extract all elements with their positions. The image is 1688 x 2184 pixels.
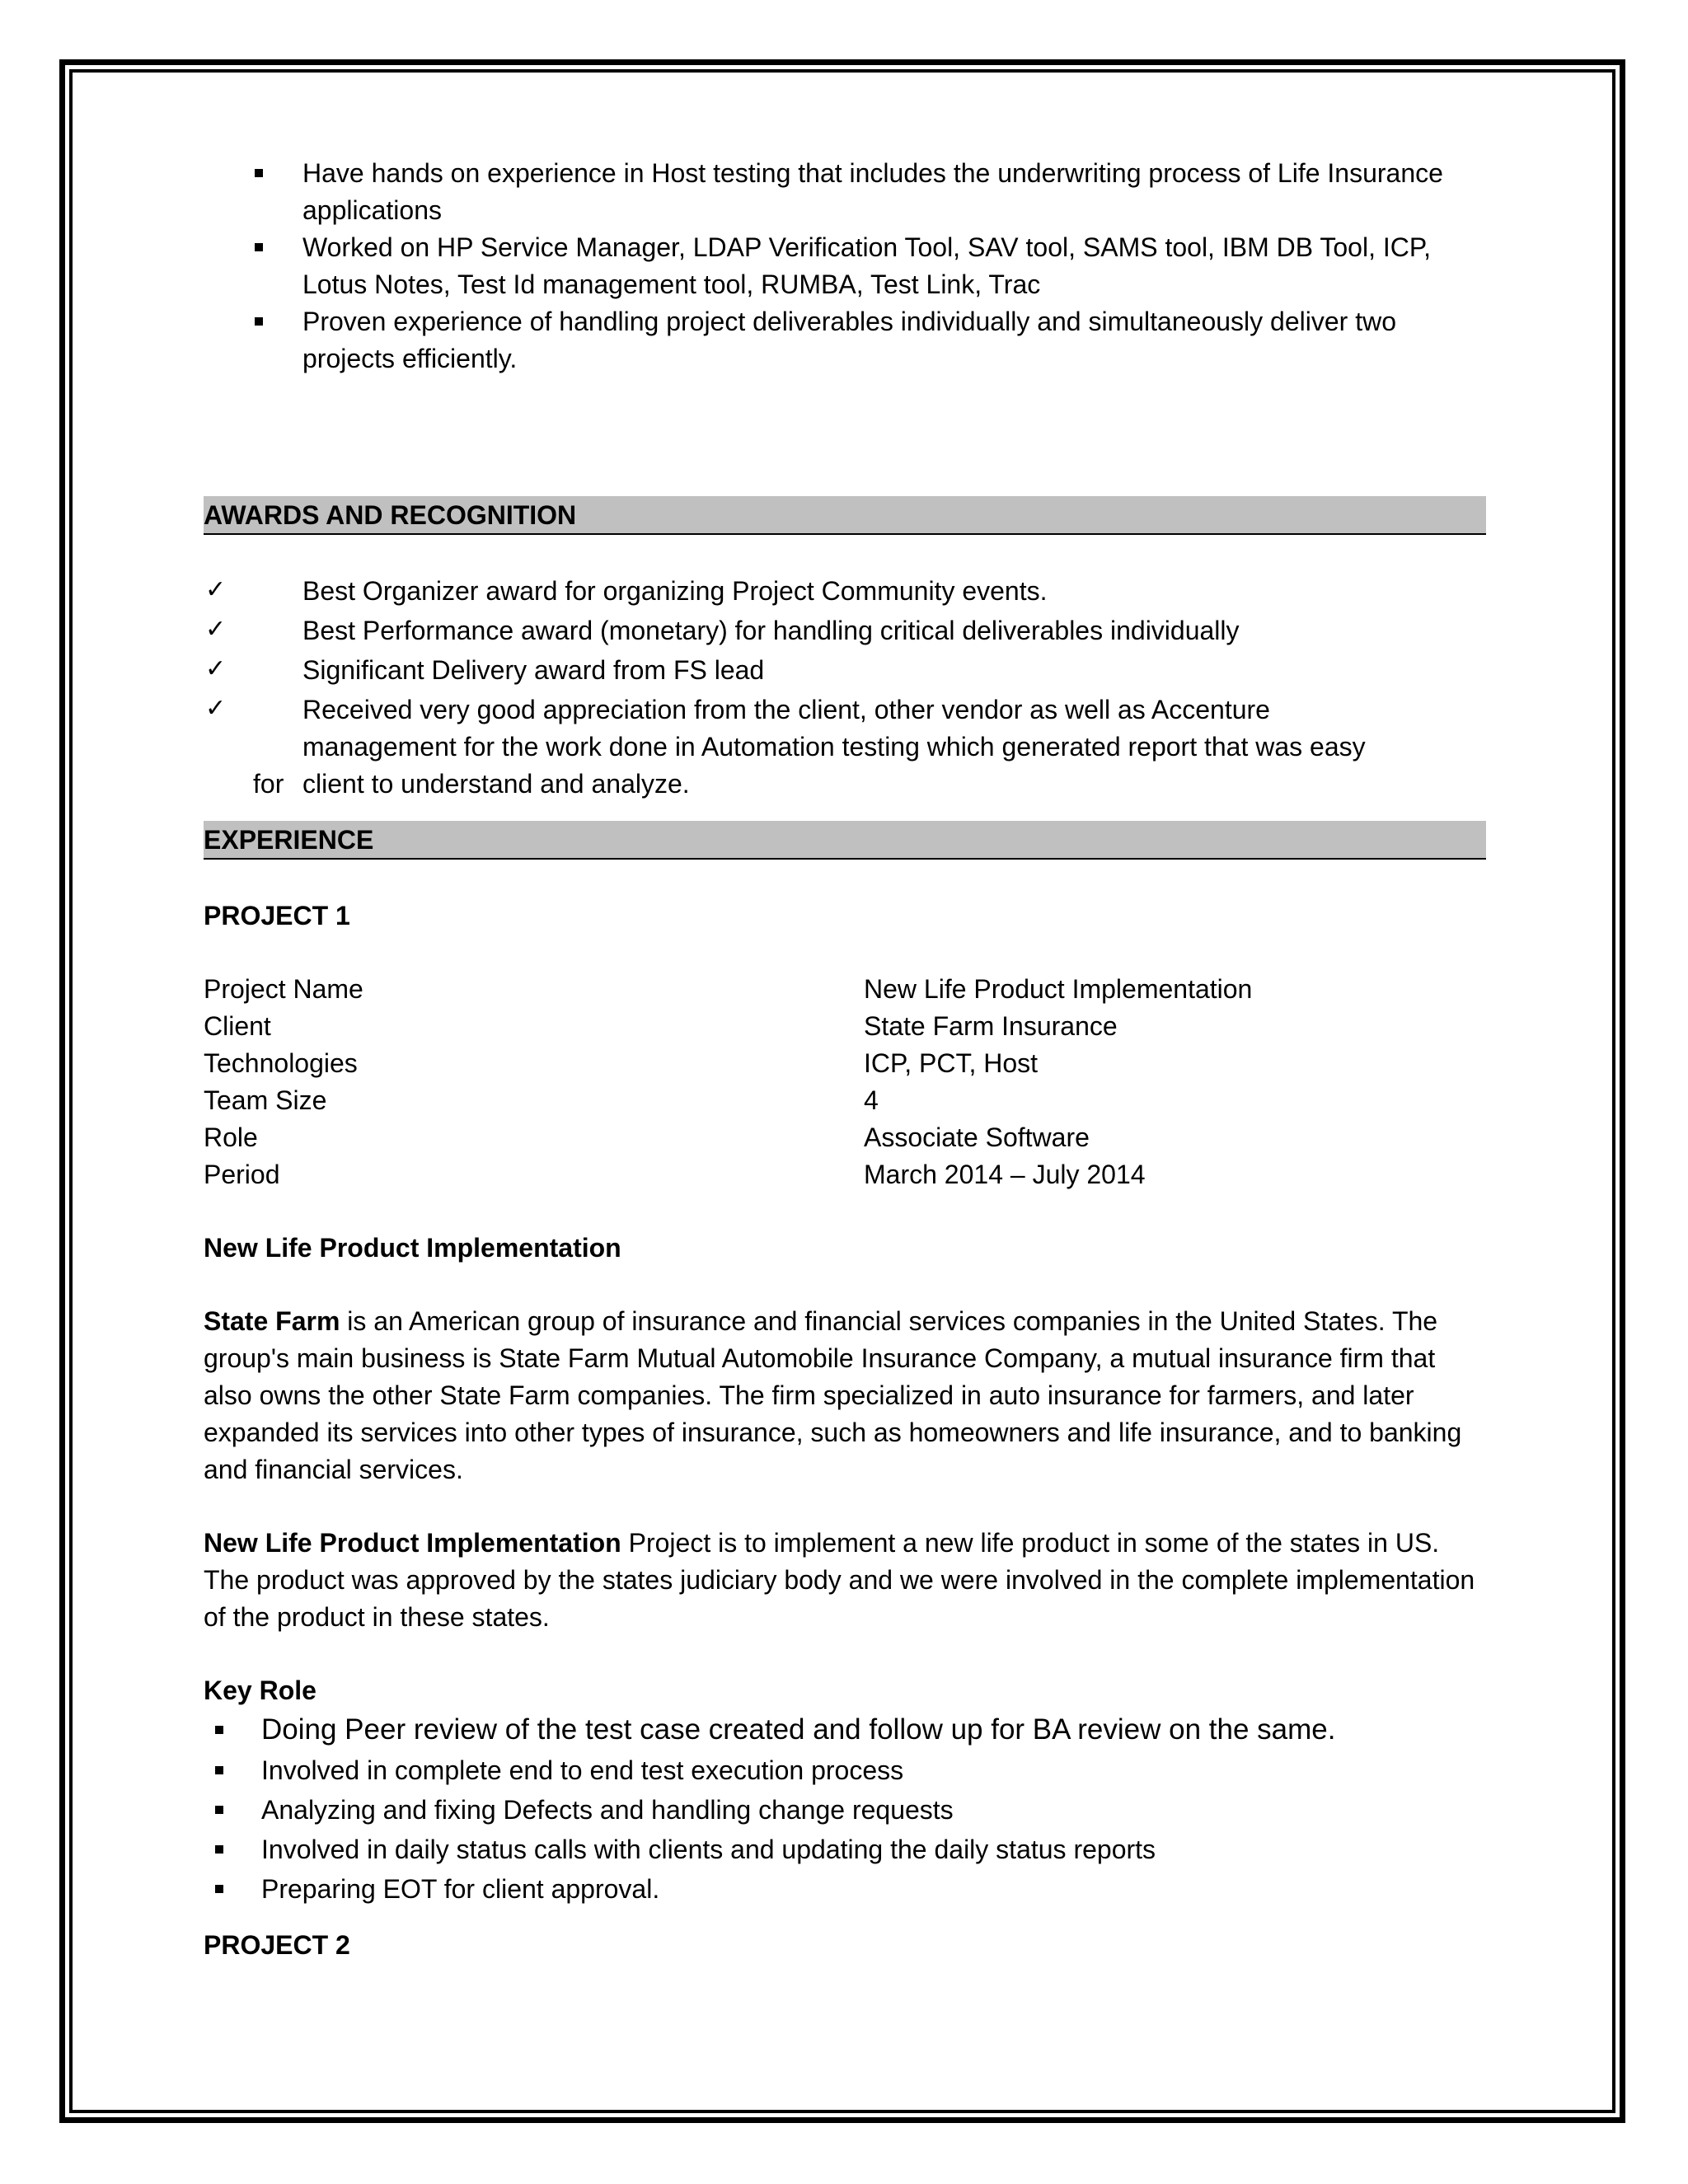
state-farm-description: State Farm is an American group of insurance and financial services companies in the United States. The group's main business is State Farm Mutual Automobile Insurance Company, a mutual insurance firm that also owns the other State Farm companies. The firm specialized in auto insurance for farmers, and later expanded its services into other types of insurance, such as homeowners and life insurance, and to banking and financial services. — [204, 1306, 1462, 1484]
experience-section-header: EXPERIENCE — [204, 821, 1486, 860]
square-bullet-icon — [255, 169, 263, 177]
square-bullet-icon — [215, 1845, 223, 1854]
list-item: Analyzing and fixing Defects and handling change requests — [204, 1790, 1486, 1830]
list-item: Doing Peer review of the test case created and follow up for BA review on the same. — [204, 1709, 1486, 1750]
list-item: Have hands on experience in Host testing that includes the underwriting process of Life Insurance applications — [204, 155, 1486, 229]
list-item: Worked on HP Service Manager, LDAP Verification Tool, SAV tool, SAMS tool, IBM DB Tool, ICP, Lotus Notes, Test Id management tool, RUMBA, Test Link, Trac — [204, 229, 1486, 303]
square-bullet-icon — [215, 1885, 223, 1893]
project-2-title: PROJECT 2 — [204, 1930, 350, 1960]
list-item: ✓ Best Performance award (monetary) for handling critical deliverables individually — [204, 612, 1486, 649]
square-bullet-icon — [215, 1726, 223, 1734]
detail-value: State Farm Insurance — [864, 1011, 1118, 1041]
checkmark-icon: ✓ — [205, 615, 227, 644]
detail-label: Team Size — [204, 1085, 327, 1115]
awards-list — [204, 573, 1486, 803]
list-item: Proven experience of handling project deliverables individually and simultaneously deliver two projects efficiently. — [204, 303, 1486, 377]
checkmark-icon: ✓ — [205, 694, 227, 723]
detail-value: 4 — [864, 1085, 879, 1115]
detail-value: March 2014 – July 2014 — [864, 1160, 1146, 1189]
square-bullet-icon — [255, 243, 263, 251]
detail-value: ICP, PCT, Host — [864, 1048, 1039, 1078]
project-1-title: PROJECT 1 — [204, 901, 350, 930]
detail-value: New Life Product Implementation — [864, 974, 1253, 1004]
square-bullet-icon — [215, 1766, 223, 1774]
checkmark-icon: ✓ — [205, 575, 227, 604]
list-item: Involved in complete end to end test execution process — [204, 1750, 1486, 1790]
checkmark-icon: ✓ — [205, 654, 227, 683]
key-role-list — [204, 1709, 1486, 1909]
awards-section-header: AWARDS AND RECOGNITION — [204, 496, 1486, 535]
resume-content — [204, 155, 1486, 1964]
list-item: Involved in daily status calls with clients and updating the daily status reports — [204, 1830, 1486, 1869]
detail-value: Associate Software — [864, 1122, 1090, 1152]
square-bullet-icon — [255, 317, 263, 326]
detail-label: Client — [204, 1011, 271, 1041]
skills-bullet-list — [204, 155, 1486, 377]
detail-label: Period — [204, 1160, 280, 1189]
list-item: ✓ Best Organizer award for organizing Project Community events. — [204, 573, 1486, 610]
list-item: ✓ Significant Delivery award from FS lead — [204, 652, 1486, 689]
key-role-title: Key Role — [204, 1675, 316, 1705]
detail-label: Role — [204, 1122, 258, 1152]
project-description: New Life Product Implementation Project is to implement a new life product in some of the states in US. The product was approved by the states judiciary body and we were involved in the complete implementation of the product in these states. — [204, 1528, 1475, 1632]
detail-label: Project Name — [204, 974, 363, 1004]
list-item: ✓ Received very good appreciation from the client, other vendor as well as Accenture management for the work done in Automation testing which generated report that was easy for client to understand and analyze. — [204, 691, 1486, 803]
project-details-table — [204, 971, 1486, 1193]
list-item: Preparing EOT for client approval. — [204, 1869, 1486, 1909]
square-bullet-icon — [215, 1806, 223, 1814]
project-subtitle: New Life Product Implementation — [204, 1233, 621, 1263]
detail-label: Technologies — [204, 1048, 358, 1078]
